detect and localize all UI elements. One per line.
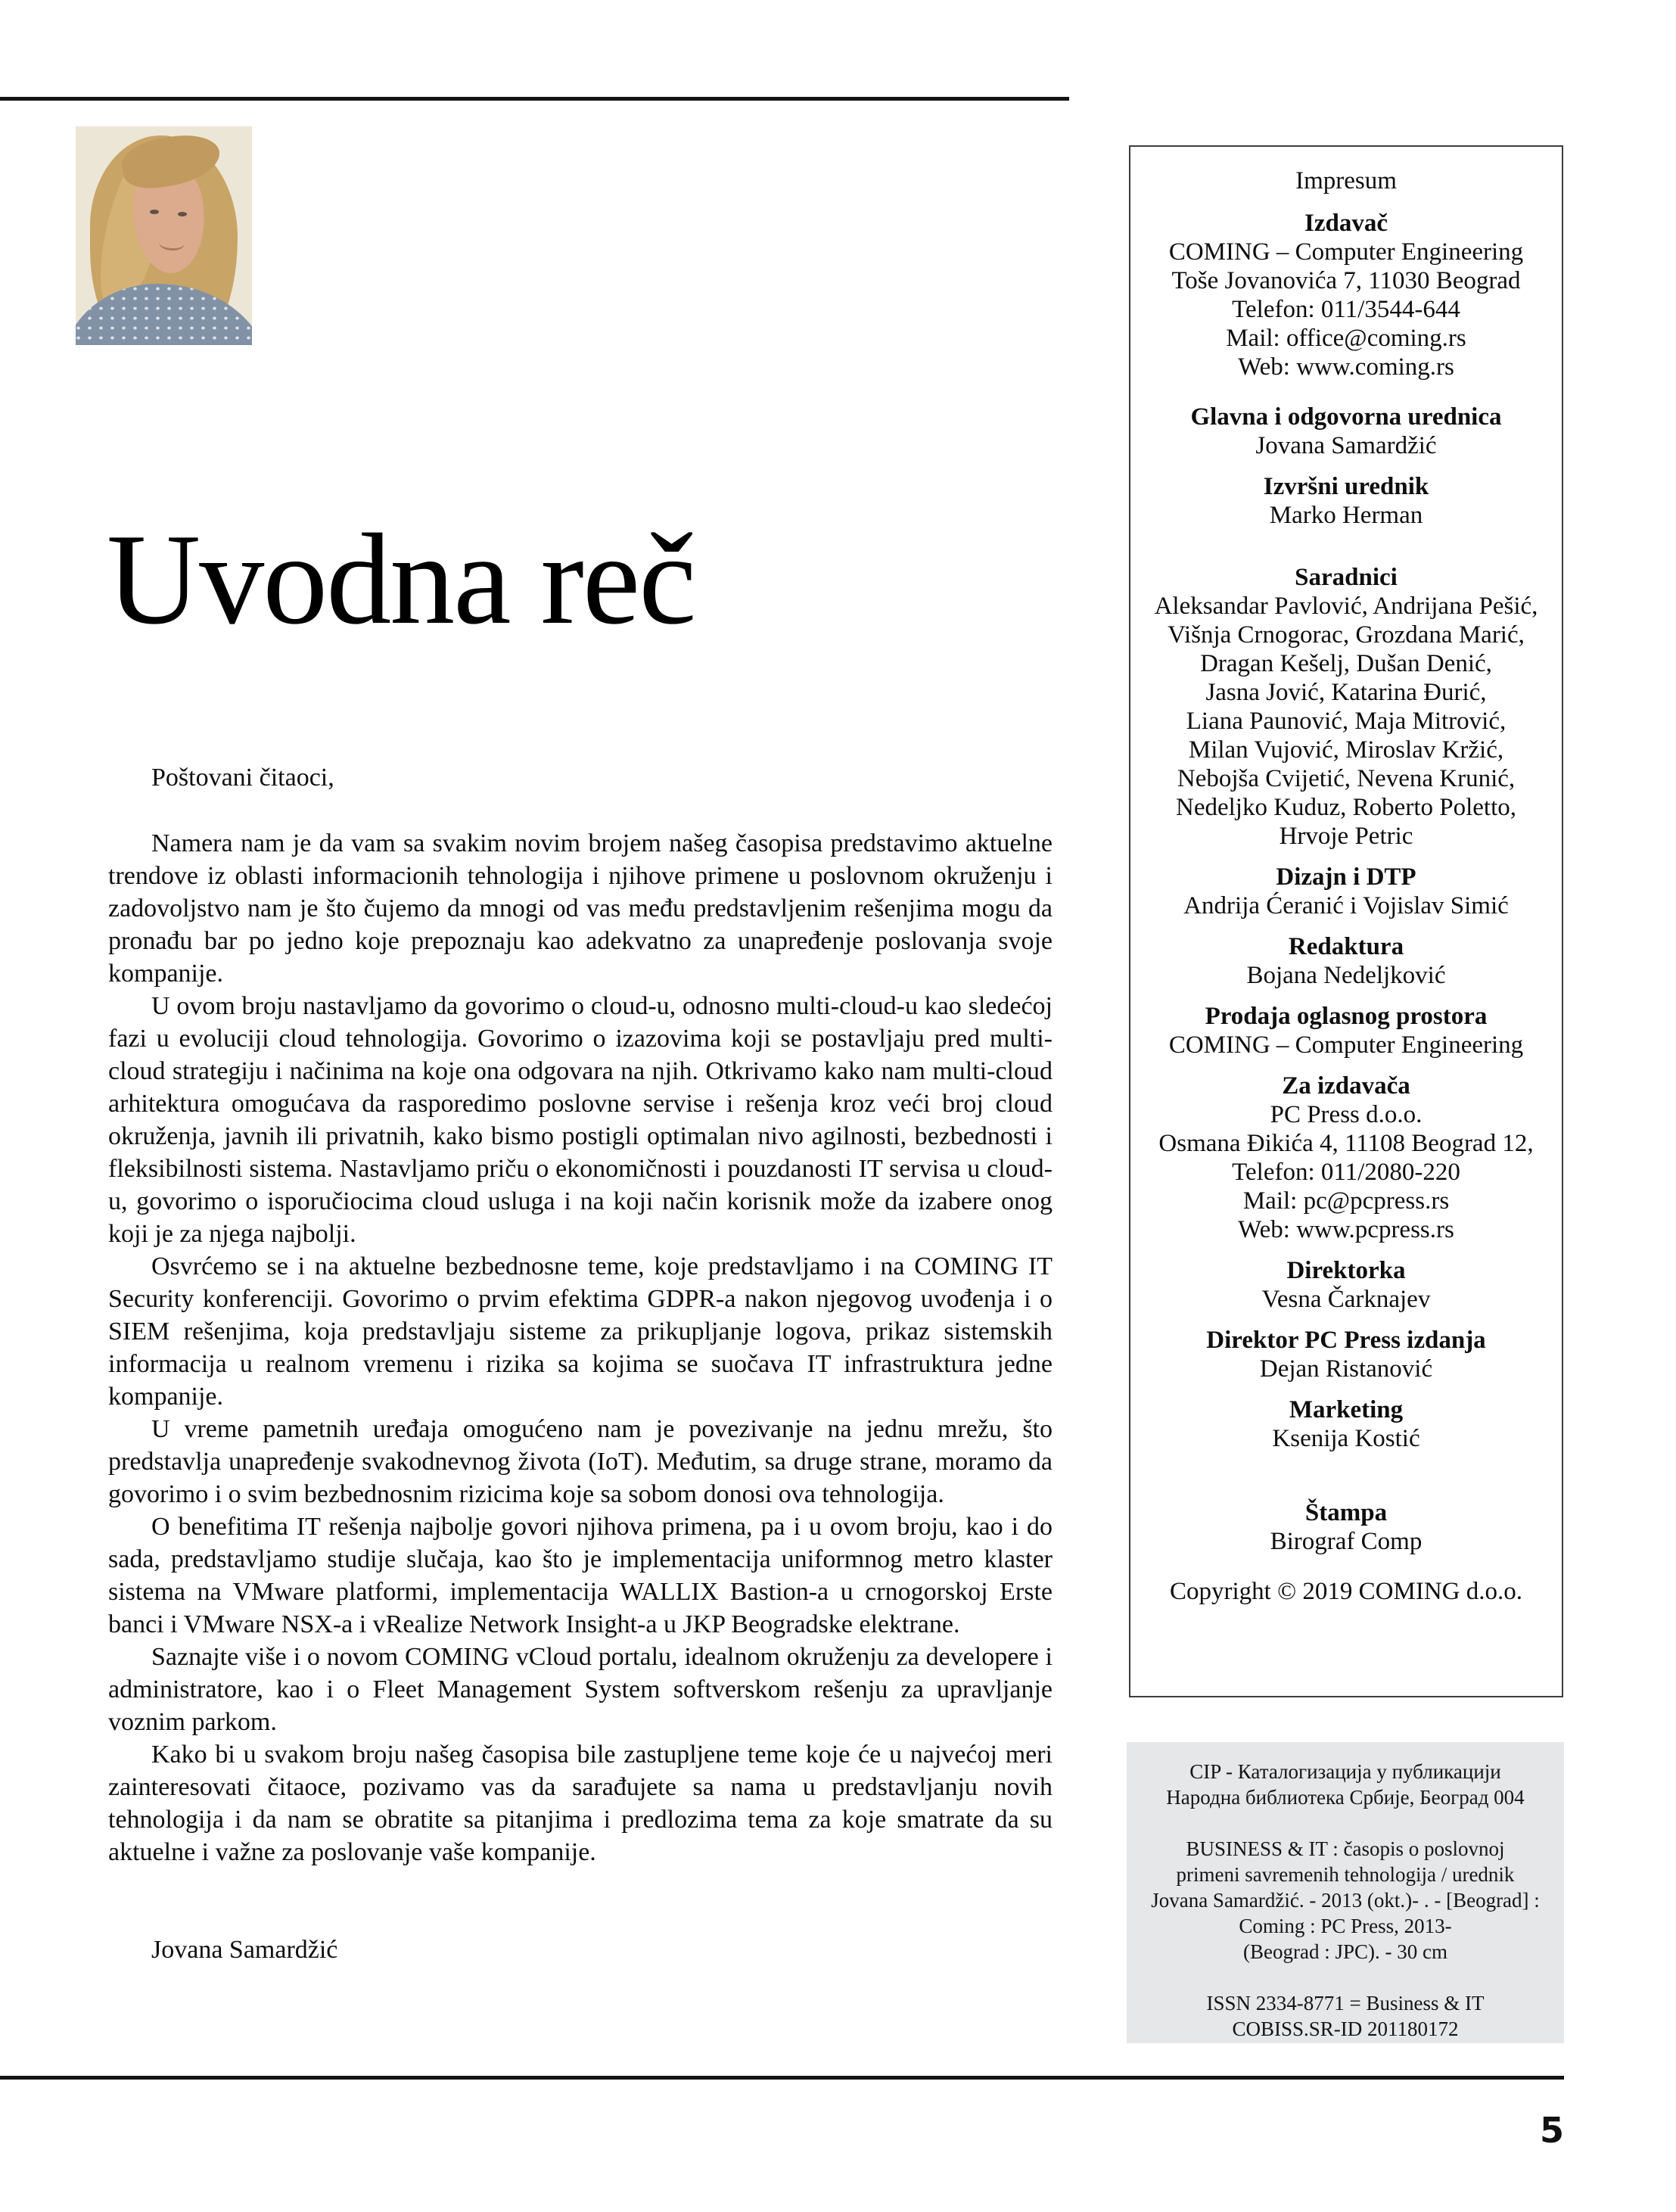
impresum-section: [1130, 472, 1562, 530]
page-title: Uvodna reč: [107, 508, 695, 652]
impresum-section-heading: Direktorka: [1286, 1257, 1406, 1284]
article-body: [108, 827, 1053, 1868]
cip-line: ISSN 2334-8771 = Business & IT: [1206, 1992, 1485, 2014]
article-paragraph: Osvrćemo se i na aktuelne bezbednosne teme, koje predstavljamo i na COMING IT Security konferenciji. Govorimo o prvim efektima GDPR-a nakon njegovog uvođenja i o SIEM rešenjima, koja predstavljaju sisteme za prikupljanje logova, prikaz sistemskih informacija u realnom vremenu i rizika sa kojima se suočava IT infrastruktura jedne kompanije.: [108, 1252, 1053, 1411]
impresum-section-lines: Vesna Čarknajev: [1261, 1286, 1431, 1313]
photo-eye-right: [178, 212, 187, 216]
impresum-section-heading: Glavna i odgovorna urednica: [1190, 403, 1502, 431]
impresum-section: [1130, 563, 1562, 851]
bottom-rule: [0, 2076, 1564, 2080]
impresum-section: [1130, 1395, 1562, 1453]
impresum-section-lines: Bojana Nedeljković: [1246, 962, 1446, 989]
impresum-section-lines: COMING – Computer Engineering: [1168, 1031, 1524, 1059]
top-rule: [0, 97, 1069, 101]
impresum-section-heading: Saradnici: [1295, 564, 1398, 591]
impresum-section-lines: Birograf Comp: [1270, 1528, 1423, 1555]
impresum-section-heading: Direktor PC Press izdanja: [1206, 1327, 1486, 1354]
cip-line: Народна библиотека Србије, Београд 004: [1166, 1786, 1525, 1809]
impresum-section: [1130, 403, 1562, 460]
impresum-section-lines: Copyright © 2019 COMING d.o.o.: [1170, 1578, 1522, 1605]
impresum-section-lines: Ksenija Kostić: [1272, 1425, 1420, 1452]
cip-catalog-box: [1127, 1742, 1564, 2043]
impresum-section: [1130, 1498, 1562, 1556]
impresum-section-heading: Izvršni urednik: [1263, 473, 1429, 500]
editor-portrait-photo: [76, 126, 252, 345]
cip-line: (Beograd : JPC). - 30 cm: [1243, 1940, 1447, 1963]
impresum-section: [1130, 1577, 1562, 1606]
impresum-section: [1130, 863, 1562, 920]
impresum-section-lines: PC Press d.o.o. Osmana Đikića 4, 11108 Beograd 12, Telefon: 011/2080-220 Mail: pc@pcpress.rs Web: www.pcpress.rs: [1158, 1101, 1534, 1243]
cip-line: COBISS.SR-ID 201180172: [1232, 2018, 1459, 2040]
photo-eye-left: [150, 210, 159, 214]
cip-line: CIP - Каталогизација у публикацији: [1189, 1760, 1501, 1783]
cip-line: BUSINESS & IT : časopis o poslovnoj: [1186, 1837, 1505, 1860]
impresum-section: [1130, 1002, 1562, 1059]
impresum-section-heading: Štampa: [1304, 1499, 1388, 1526]
impresum-section-lines: Aleksandar Pavlović, Andrijana Pešić, Višnja Crnogorac, Grozdana Marić, Dragan Kešelj, Dušan Denić, Jasna Jović, Katarina Đurić, Liana Paunović, Maja Mitrović, Milan Vujović, Miroslav Kržić, Nebojša Cvijetić, Nevena Krunić, Nedeljko Kuduz, Roberto Poletto, Hrvoje Petric: [1154, 593, 1538, 850]
impresum-section-lines: Jovana Samardžić: [1255, 432, 1437, 459]
cip-line: Coming : PC Press, 2013-: [1239, 1915, 1452, 1937]
cip-line: [1127, 1810, 1564, 1836]
salutation: Poštovani čitaoci,: [151, 764, 334, 792]
article-paragraph: Kako bi u svakom broju našeg časopisa bile zastupljene teme koje će u najvećoj meri zainteresovati čitaoce, pozivamo vas da sarađujete sa nama u predstavljanju novih tehnologija i da nam se obratite sa pitanjima i predlozima tema za koje smatrate da su aktuelne i važne za poslovanje vaše kompanije.: [108, 1741, 1053, 1866]
impresum-section-lines: Dejan Ristanović: [1259, 1355, 1433, 1383]
impresum-section: [1130, 1326, 1562, 1383]
cip-line: Jovana Samardžić. - 2013 (okt.)- . - [Beograd] :: [1151, 1889, 1540, 1912]
article-paragraph: Saznajte više i o novom COMING vCloud portalu, idealnom okruženju za developere i administratore, kao i o Fleet Management System softverskom rešenju za upravljanje voznim parkom.: [108, 1643, 1053, 1736]
impresum-title: Impresum: [1295, 167, 1397, 194]
impresum-section: [1130, 932, 1562, 990]
impresum-section-heading: Redaktura: [1288, 933, 1404, 960]
cip-line: [1127, 1965, 1564, 1990]
impresum-section: [1130, 1072, 1562, 1244]
signature: Jovana Samardžić: [151, 1936, 338, 1964]
article-paragraph: O benefitima IT rešenja najbolje govori njihova primena, pa i u ovom broju, kao i do sada, predstavljamo studije slučaja, kao što je implementacija uniformnog metro klaster sistema na VMware platformi, implementacija WALLIX Bastion-a u crnogorskoj Erste banci i VMware NSX-a i vRealize Network Insight-a u JKP Beogradske elektrane.: [108, 1513, 1053, 1638]
article-paragraph: Namera nam je da vam sa svakim novim brojem našeg časopisa predstavimo aktuelne trendove iz oblasti informacionih tehnologija i njihove primene u poslovnom okruženju i zadovoljstvo nam je što čujemo da mnogi od vas među predstavljenim rešenjima mogu da pronađu bar po jedno koje prepoznaju kao adekvatno za unapređenje poslovanja svoje kompanije.: [108, 829, 1053, 988]
impresum-box: [1129, 145, 1563, 1697]
impresum-section-heading: Prodaja oglasnog prostora: [1205, 1003, 1488, 1030]
editorial-article: [108, 761, 1053, 1966]
impresum-section-lines: COMING – Computer Engineering Toše Jovanovića 7, 11030 Beograd Telefon: 011/3544-644 Mail: office@coming.rs Web: www.coming.rs: [1168, 238, 1524, 381]
impresum-section-heading: Za izdavača: [1282, 1072, 1410, 1100]
impresum-section-heading: Marketing: [1289, 1396, 1404, 1423]
impresum-section-heading: Dizajn i DTP: [1276, 863, 1416, 891]
cip-line: primeni savremenih tehnologija / urednik: [1176, 1863, 1515, 1886]
impresum-sections: [1130, 209, 1562, 1606]
page-number: 5: [1539, 2110, 1564, 2151]
impresum-section-lines: Marko Herman: [1269, 502, 1423, 529]
impresum-section: [1130, 1256, 1562, 1314]
impresum-section: [1130, 209, 1562, 381]
impresum-section-lines: Andrija Ćeranić i Vojislav Simić: [1183, 892, 1509, 919]
article-paragraph: U vreme pametnih uređaja omogućeno nam je povezivanje na jednu mrežu, što predstavlja unapređenje svakodnevnog života (IoT). Međutim, sa druge strane, moramo da govorimo i o svim bezbednosnim rizicima koje sa sobom donosi ova tehnologija.: [108, 1415, 1053, 1508]
impresum-section-heading: Izdavač: [1304, 210, 1388, 237]
article-paragraph: U ovom broju nastavljamo da govorimo o cloud-u, odnosno multi-cloud-u kao sledećoj fazi u evoluciji cloud tehnologija. Govorimo o izazovima koji se postavljaju pred multi-cloud strategiju i načinima na koje ona odgovara na njih. Otkrivamo kako nam multi-cloud arhitektura omogućava da rasporedimo poslovne servise i rešenja kroz veći broj cloud okruženja, javnih ili privatnih, kako bismo postigli optimalan nivo agilnosti, bezbednosti i fleksibilnosti sistema. Nastavljamo priču o ekonomičnosti i pouzdanosti IT servisa u cloud-u, govorimo o isporučiocima cloud usluga i na koji način korisnik može da izabere onog koji je za njega najbolji.: [108, 992, 1053, 1248]
